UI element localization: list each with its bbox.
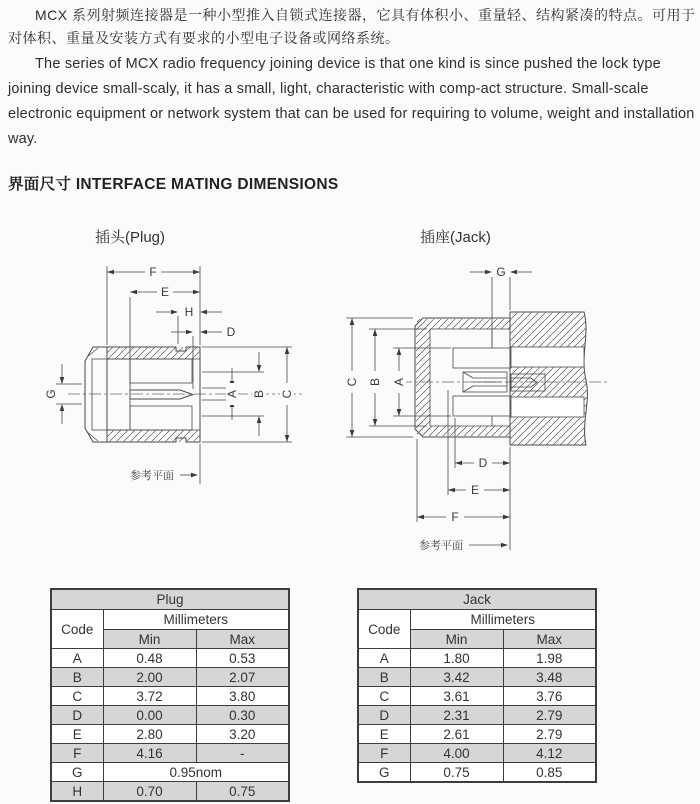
cell-min: 0.00: [103, 706, 196, 725]
cell-max: 2.07: [196, 668, 289, 687]
intro-paragraph-zh: MCX 系列射频连接器是一种小型推入自锁式连接器，它具有体积小、重量轻、结构紧凑的特点。可用于对体积、重量及安装方式有要求的小型电子设备或网络系统。: [8, 7, 696, 46]
plug-dim-E: [130, 285, 200, 386]
jack-socket-body: [415, 318, 510, 437]
cell-min: 1.80: [410, 649, 503, 668]
table-row: [51, 668, 289, 687]
svg-text:A: A: [392, 377, 406, 387]
svg-text:B: B: [368, 377, 382, 387]
table-row: [358, 706, 596, 725]
table-row: [358, 610, 596, 630]
cell-code: C: [358, 687, 410, 706]
svg-text:G: G: [496, 265, 506, 279]
intro-paragraph-en: The series of MCX radio frequency joining device is that one kind is since pushed the lock type joining device small-scaly, it has a small, light, characteristic with comp-act structure. Small-scale electronic equipment or network system that can be used for requiring to volume, weight and installation way.: [8, 56, 695, 147]
table-row: [51, 649, 289, 668]
cell-min: 0.48: [103, 649, 196, 668]
svg-text:F: F: [149, 265, 157, 279]
jack-dim-F: [417, 439, 510, 524]
cell-min: 0.70: [103, 782, 196, 802]
plug-spec-table: [50, 588, 290, 802]
cell-code: G: [358, 763, 410, 783]
svg-text:G: G: [44, 389, 58, 399]
cell-min: 4.16: [103, 744, 196, 763]
svg-text:E: E: [160, 285, 170, 299]
svg-text:参考平面: 参考平面: [419, 540, 463, 552]
plug-cross-section-drawing: [40, 252, 330, 514]
cell-code: D: [358, 706, 410, 725]
section-heading-en: INTERFACE MATING DIMENSIONS: [75, 176, 339, 193]
table-row: [358, 687, 596, 706]
cell-min: 2.61: [410, 725, 503, 744]
table-row: [51, 610, 289, 630]
cell-max: 4.12: [503, 744, 596, 763]
jack-spec-table: [357, 588, 597, 783]
cell-min: 3.61: [410, 687, 503, 706]
svg-text:C: C: [280, 389, 294, 399]
cell-code: A: [358, 649, 410, 668]
jack-cross-section-drawing: [335, 250, 700, 575]
jack-panel-block: [510, 312, 587, 445]
table-row: [51, 744, 289, 763]
plug-drawing-label: 插头(Plug): [95, 229, 166, 246]
cell-max: 2.79: [503, 725, 596, 744]
table-row: [51, 589, 289, 610]
cell-max: 2.79: [503, 706, 596, 725]
table-row: [51, 782, 289, 802]
plug-dim-C: [202, 347, 294, 442]
table-row: [358, 763, 596, 783]
jack-max-header: Max: [503, 630, 596, 649]
cell-code: B: [51, 668, 103, 687]
table-row: [51, 706, 289, 725]
table-row: [358, 668, 596, 687]
cell-max: 0.53: [196, 649, 289, 668]
cell-code: A: [51, 649, 103, 668]
section-heading-zh: 界面尺寸: [8, 176, 72, 193]
jack-code-header: Code: [358, 610, 410, 649]
plug-dim-H: [156, 305, 222, 344]
cell-code: C: [51, 687, 103, 706]
plug-reference-plane-label: [130, 468, 198, 482]
cell-max: 3.76: [503, 687, 596, 706]
cell-max: 3.20: [196, 725, 289, 744]
cell-min: 3.72: [103, 687, 196, 706]
cell-code: F: [358, 744, 410, 763]
cell-max: 3.48: [503, 668, 596, 687]
cell-min: 2.31: [410, 706, 503, 725]
plug-table-title: Plug: [51, 589, 289, 610]
svg-text:F: F: [451, 510, 459, 524]
svg-text:C: C: [345, 377, 359, 387]
cell-code: E: [358, 725, 410, 744]
jack-table-title: Jack: [358, 589, 596, 610]
cell-max: 1.98: [503, 649, 596, 668]
cell-max: 0.30: [196, 706, 289, 725]
cell-max: 3.80: [196, 687, 289, 706]
table-row: [358, 649, 596, 668]
cell-code: G: [51, 763, 103, 782]
cell-max: 0.85: [503, 763, 596, 783]
svg-text:D: D: [226, 325, 236, 339]
table-row: [358, 725, 596, 744]
cell-max: 0.75: [196, 782, 289, 802]
table-row: [51, 763, 289, 782]
svg-text:E: E: [470, 483, 480, 497]
jack-reference-plane-label: [419, 538, 508, 552]
cell-code: H: [51, 782, 103, 802]
jack-min-header: Min: [410, 630, 503, 649]
cell-min: 4.00: [410, 744, 503, 763]
table-row: [358, 744, 596, 763]
jack-unit-header: Millimeters: [410, 610, 596, 630]
cell-min: 2.80: [103, 725, 196, 744]
svg-text:B: B: [252, 389, 266, 399]
plug-code-header: Code: [51, 610, 103, 649]
jack-dim-E: [448, 390, 510, 497]
plug-max-header: Max: [196, 630, 289, 649]
svg-text:H: H: [184, 305, 194, 319]
cell-min: 0.75: [410, 763, 503, 783]
plug-unit-header: Millimeters: [103, 610, 289, 630]
cell-code: D: [51, 706, 103, 725]
plug-min-header: Min: [103, 630, 196, 649]
svg-text:A: A: [225, 389, 239, 399]
plug-center-pin: [130, 390, 193, 399]
section-heading: [8, 172, 339, 194]
table-row: [358, 589, 596, 610]
cell-code: F: [51, 744, 103, 763]
cell-max: -: [196, 744, 289, 763]
svg-text:参考平面: 参考平面: [130, 470, 174, 482]
jack-drawing-label: 插座(Jack): [420, 229, 491, 246]
cell-code: B: [358, 668, 410, 687]
plug-body: [85, 347, 200, 442]
svg-text:D: D: [478, 456, 488, 470]
cell-span-value: 0.95nom: [103, 763, 289, 782]
cell-min: 3.42: [410, 668, 503, 687]
cell-min: 2.00: [103, 668, 196, 687]
table-row: [51, 725, 289, 744]
cell-code: E: [51, 725, 103, 744]
table-row: [51, 687, 289, 706]
